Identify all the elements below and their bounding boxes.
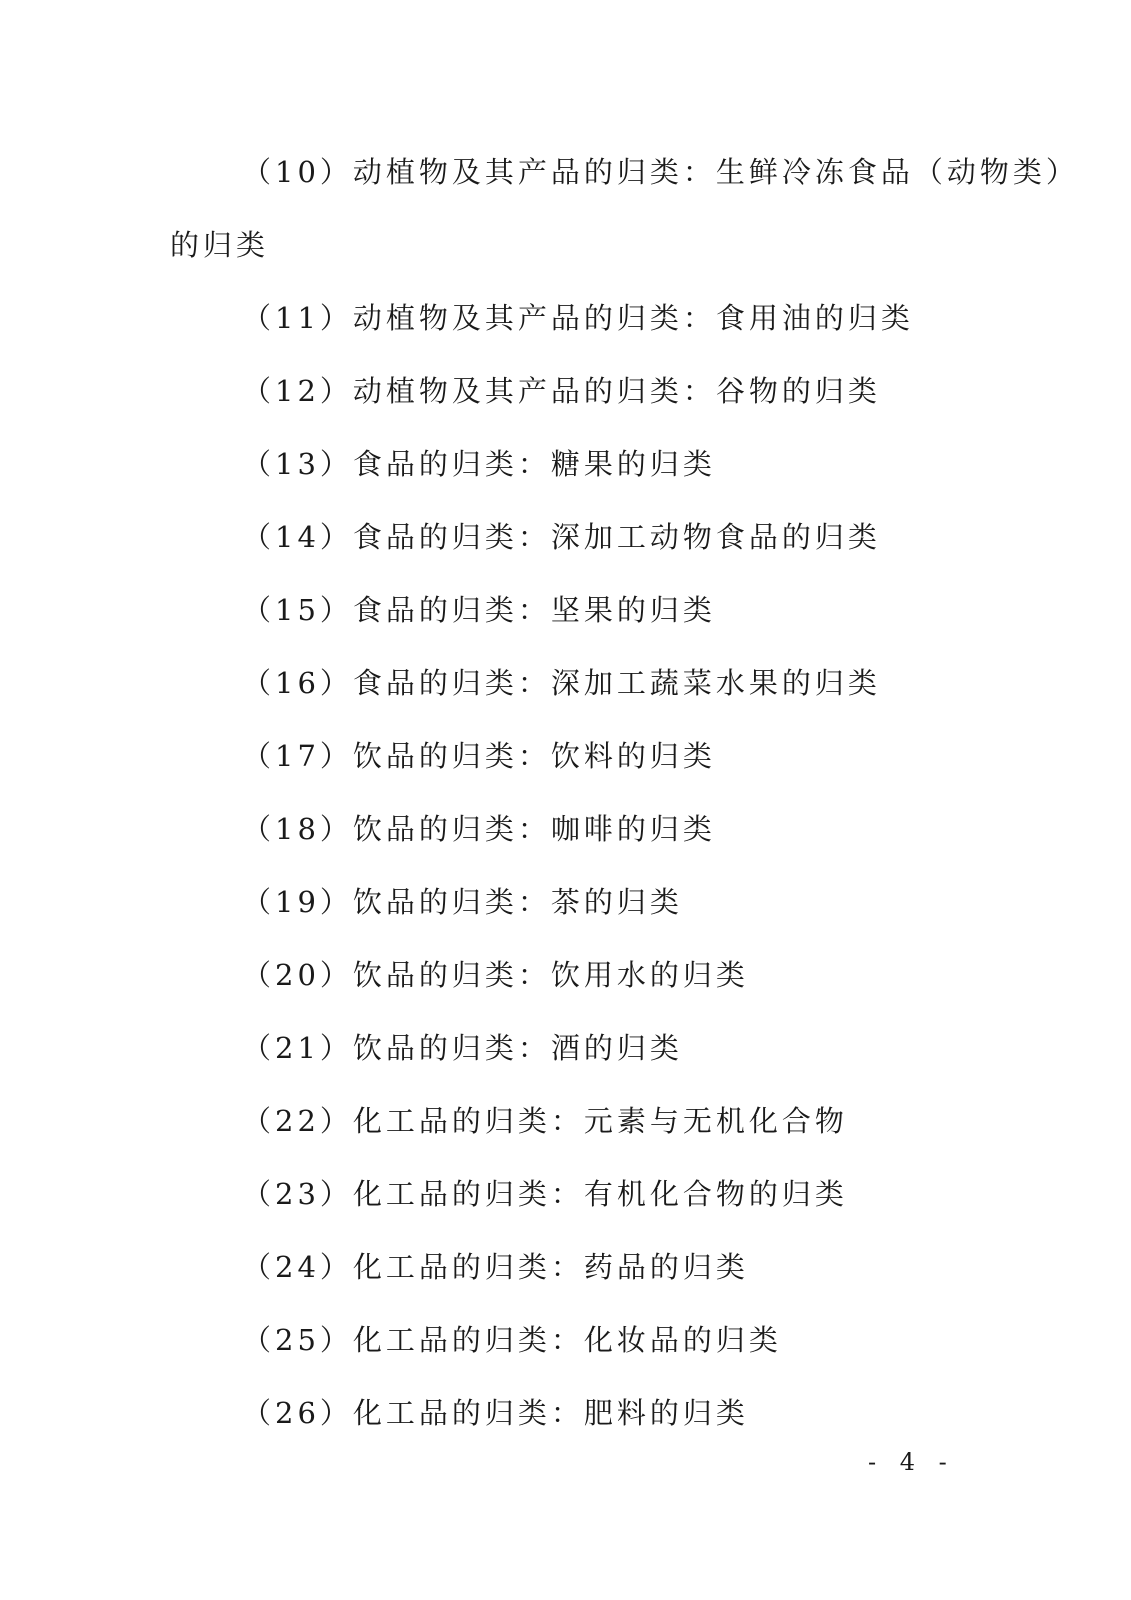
list-item: （14）食品的归类：深加工动物食品的归类: [242, 520, 881, 554]
list-item: （20）饮品的归类：饮用水的归类: [242, 958, 749, 992]
list-item: （23）化工品的归类：有机化合物的归类: [242, 1177, 848, 1211]
list-item: （21）饮品的归类：酒的归类: [242, 1031, 683, 1065]
page-number: - 4 -: [868, 1448, 955, 1476]
list-item: （17）饮品的归类：饮料的归类: [242, 739, 716, 773]
list-item: （13）食品的归类：糖果的归类: [242, 447, 716, 481]
list-item: （25）化工品的归类：化妆品的归类: [242, 1323, 782, 1357]
list-item: （26）化工品的归类：肥料的归类: [242, 1396, 749, 1430]
list-item: （24）化工品的归类：药品的归类: [242, 1250, 749, 1284]
list-item: （16）食品的归类：深加工蔬菜水果的归类: [242, 666, 881, 700]
document-body: [170, 146, 1079, 1460]
list-item: （12）动植物及其产品的归类：谷物的归类: [242, 374, 881, 408]
list-item: （18）饮品的归类：咖啡的归类: [242, 812, 716, 846]
list-item-continuation: 的归类: [170, 228, 270, 262]
list-item: （10）动植物及其产品的归类：生鲜冷冻食品（动物类）: [242, 155, 1079, 189]
list-item: （11）动植物及其产品的归类：食用油的归类: [242, 301, 914, 335]
list-item: （15）食品的归类：坚果的归类: [242, 593, 716, 627]
list-item: （19）饮品的归类：茶的归类: [242, 885, 683, 919]
list-item: （22）化工品的归类：元素与无机化合物: [242, 1104, 848, 1138]
